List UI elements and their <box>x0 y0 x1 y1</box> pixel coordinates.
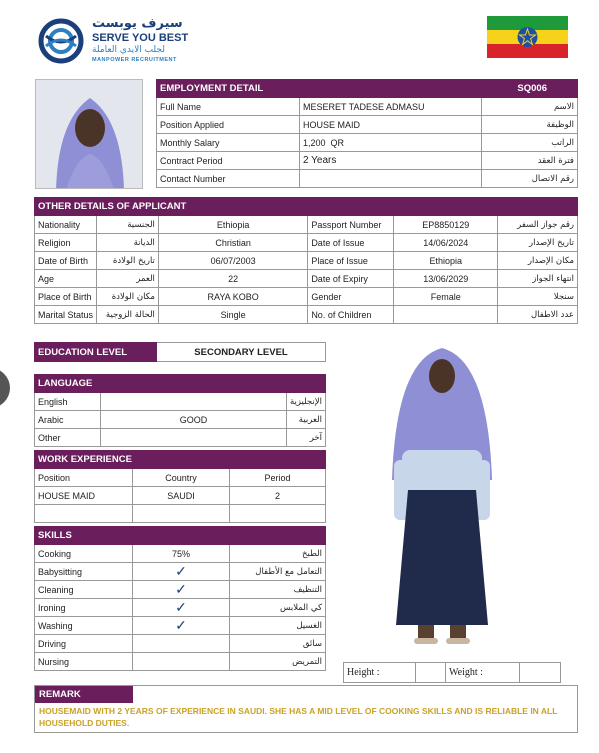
other-details-title: OTHER DETAILS OF APPLICANT <box>35 198 578 216</box>
value-issue-place: Ethiopia <box>394 252 498 270</box>
label-english-ar: الإنجليزية <box>286 393 325 411</box>
other-row <box>35 288 578 306</box>
applicant-full-body-photo <box>372 340 512 652</box>
value-cooking: 75% <box>133 545 230 563</box>
label-full-name-ar: الاسم <box>482 98 578 116</box>
label-nursing-ar: التمريض <box>230 653 326 671</box>
height-label: Height : <box>344 663 416 683</box>
work-header-position: Position <box>35 469 133 487</box>
brand-arabic-sub: لجلب الايدي العاملة <box>92 45 165 55</box>
employment-detail-title: EMPLOYMENT DETAIL <box>157 80 482 98</box>
label-marital: Marital Status <box>35 306 97 324</box>
label-marital-ar: الحالة الزوجية <box>97 306 159 324</box>
other-row <box>35 234 578 252</box>
value-position: HOUSE MAID <box>300 116 482 134</box>
label-position: Position Applied <box>157 116 300 134</box>
label-issue-date-ar: تاريخ الإصدار <box>498 234 578 252</box>
value-passport: EP8850129 <box>394 216 498 234</box>
value-arabic: GOOD <box>100 411 286 429</box>
language-table <box>34 374 326 447</box>
label-children-ar: عدد الاطفال <box>498 306 578 324</box>
applicant-passport-photo <box>35 79 143 189</box>
brand-arabic: سيرف يوبست <box>92 16 183 31</box>
work-period: 2 <box>230 487 326 505</box>
education-label: EDUCATION LEVEL <box>35 343 157 362</box>
other-row <box>35 252 578 270</box>
other-row <box>35 306 578 324</box>
language-title: LANGUAGE <box>35 375 326 393</box>
label-other-lang: Other <box>35 429 101 447</box>
label-position-ar: الوظيفة <box>482 116 578 134</box>
other-details-table <box>34 197 578 324</box>
employment-detail-table <box>156 79 578 188</box>
label-nationality-ar: الجنسية <box>97 216 159 234</box>
label-dob: Date of Birth <box>35 252 97 270</box>
check-icon: ✓ <box>133 563 230 581</box>
work-position <box>35 505 133 523</box>
label-nationality: Nationality <box>35 216 97 234</box>
value-dob: 06/07/2003 <box>158 252 307 270</box>
ethiopia-flag-icon <box>487 16 568 58</box>
brand-name: SERVE YOU BEST <box>92 32 189 44</box>
label-age: Age <box>35 270 97 288</box>
skills-table <box>34 526 326 671</box>
value-expiry: 13/06/2029 <box>394 270 498 288</box>
value-birth-place: RAYA KOBO <box>158 288 307 306</box>
value-children <box>394 306 498 324</box>
label-issue-place: Place of Issue <box>308 252 394 270</box>
education-level-table <box>34 342 326 362</box>
weight-label: Weight : <box>446 663 520 683</box>
label-driving: Driving <box>35 635 133 653</box>
label-contact-ar: رقم الاتصال <box>482 170 578 188</box>
label-dob-ar: تاريخ الولادة <box>97 252 159 270</box>
skills-title: SKILLS <box>35 527 326 545</box>
value-nationality: Ethiopia <box>158 216 307 234</box>
label-religion: Religion <box>35 234 97 252</box>
label-children: No. of Children <box>308 306 394 324</box>
label-washing-ar: الغسيل <box>230 617 326 635</box>
label-arabic-ar: العربية <box>286 411 325 429</box>
label-english: English <box>35 393 101 411</box>
label-ironing: Ironing <box>35 599 133 617</box>
remark-title: REMARK <box>35 686 133 703</box>
check-icon: ✓ <box>133 599 230 617</box>
value-contact <box>300 170 482 188</box>
measures-table <box>343 662 561 683</box>
value-gender: Female <box>394 288 498 306</box>
label-passport: Passport Number <box>308 216 394 234</box>
label-cooking: Cooking <box>35 545 133 563</box>
reference-code: SQ006 <box>482 80 578 98</box>
label-issue-date: Date of Issue <box>308 234 394 252</box>
work-header-period: Period <box>230 469 326 487</box>
value-religion: Christian <box>158 234 307 252</box>
brand-sub: MANPOWER RECRUITMENT <box>92 57 177 63</box>
label-issue-place-ar: مكان الإصدار <box>498 252 578 270</box>
label-age-ar: العمر <box>97 270 159 288</box>
value-contract: 2 Years <box>300 152 482 170</box>
table-row <box>35 505 326 523</box>
work-country: SAUDI <box>133 487 230 505</box>
value-salary: 1,200 QR <box>300 134 482 152</box>
label-full-name: Full Name <box>157 98 300 116</box>
value-driving <box>133 635 230 653</box>
label-babysitting: Babysitting <box>35 563 133 581</box>
education-value: SECONDARY LEVEL <box>157 343 326 362</box>
label-cleaning-ar: التنظيف <box>230 581 326 599</box>
work-position: HOUSE MAID <box>35 487 133 505</box>
label-contract: Contract Period <box>157 152 300 170</box>
label-gender: Gender <box>308 288 394 306</box>
label-contract-ar: فترة العقد <box>482 152 578 170</box>
value-issue-date: 14/06/2024 <box>394 234 498 252</box>
height-value <box>416 663 446 683</box>
other-row <box>35 216 578 234</box>
label-birth-place-ar: مكان الولادة <box>97 288 159 306</box>
label-babysitting-ar: التعامل مع الأطفال <box>230 563 326 581</box>
table-row <box>35 487 326 505</box>
label-ironing-ar: كي الملابس <box>230 599 326 617</box>
label-passport-ar: رقم جواز السفر <box>498 216 578 234</box>
label-religion-ar: الديانة <box>97 234 159 252</box>
label-cleaning: Cleaning <box>35 581 133 599</box>
label-birth-place: Place of Birth <box>35 288 97 306</box>
label-nursing: Nursing <box>35 653 133 671</box>
value-marital: Single <box>158 306 307 324</box>
other-row <box>35 270 578 288</box>
work-country <box>133 505 230 523</box>
work-header-country: Country <box>133 469 230 487</box>
value-age: 22 <box>158 270 307 288</box>
check-icon: ✓ <box>133 617 230 635</box>
value-nursing <box>133 653 230 671</box>
value-other-lang <box>100 429 286 447</box>
label-gender-ar: سنجلا <box>498 288 578 306</box>
work-period <box>230 505 326 523</box>
label-driving-ar: سائق <box>230 635 326 653</box>
work-experience-table <box>34 450 326 523</box>
label-contact: Contact Number <box>157 170 300 188</box>
label-washing: Washing <box>35 617 133 635</box>
logo-emblem-icon <box>38 18 84 64</box>
work-title: WORK EXPERIENCE <box>35 451 326 469</box>
label-expiry-ar: انتهاء الجواز <box>498 270 578 288</box>
label-cooking-ar: الطبخ <box>230 545 326 563</box>
check-icon: ✓ <box>133 581 230 599</box>
remark-section <box>34 685 578 733</box>
label-arabic: Arabic <box>35 411 101 429</box>
label-salary: Monthly Salary <box>157 134 300 152</box>
value-full-name: MESERET TADESE ADMASU <box>300 98 482 116</box>
label-salary-ar: الراتب <box>482 134 578 152</box>
side-scroll-tab[interactable] <box>0 368 10 408</box>
weight-value <box>520 663 561 683</box>
remark-text: HOUSEMAID WITH 2 YEARS OF EXPERIENCE IN SAUDI. SHE HAS A MID LEVEL OF COOKING SKILLS AND IS RELIABLE IN ALL HOUSEHOLD DUTIES. <box>39 706 558 728</box>
label-other-lang-ar: آخر <box>286 429 325 447</box>
value-english <box>100 393 286 411</box>
label-expiry: Date of Expiry <box>308 270 394 288</box>
company-logo <box>38 16 228 66</box>
